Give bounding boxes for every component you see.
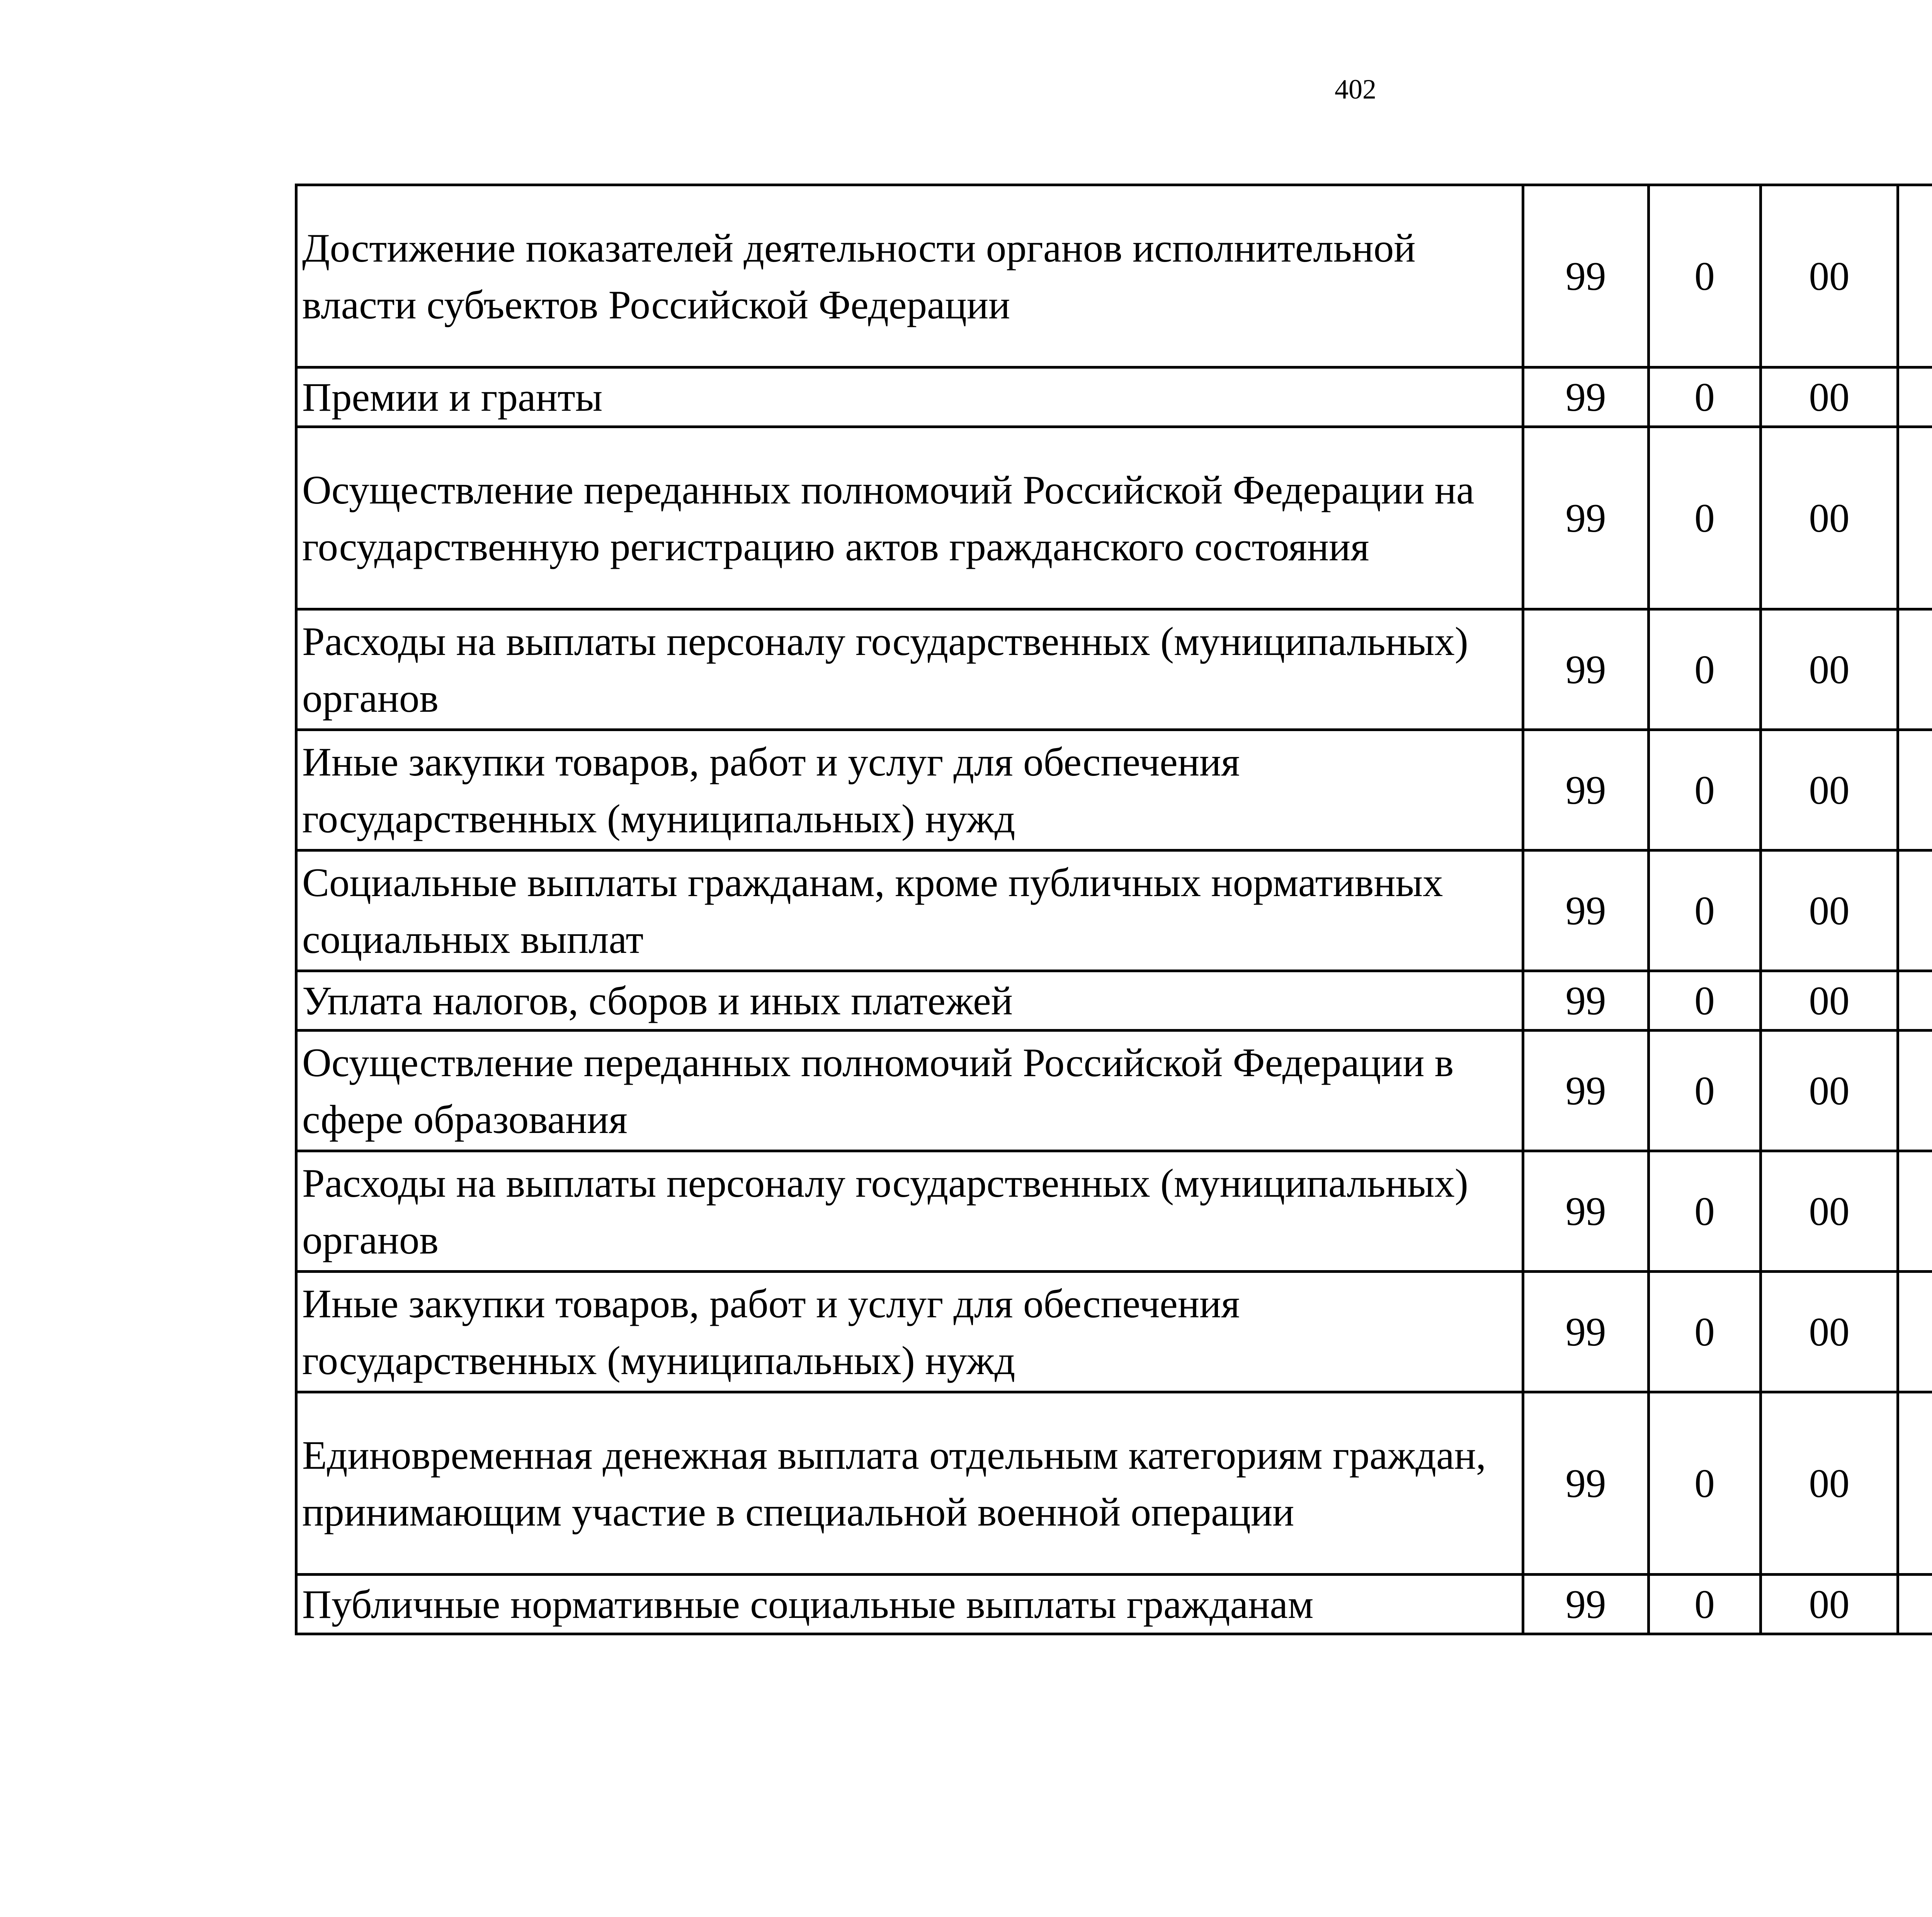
code-d <box>1898 730 1932 850</box>
code-b: 0 <box>1649 1392 1761 1575</box>
code-a: 99 <box>1523 1575 1649 1634</box>
code-b: 0 <box>1649 427 1761 609</box>
code-c: 00 <box>1761 185 1898 367</box>
code-b: 0 <box>1649 1272 1761 1392</box>
page-number: 402 <box>1335 74 1376 105</box>
code-a: 99 <box>1523 185 1649 367</box>
code-c: 00 <box>1761 427 1898 609</box>
code-c: 00 <box>1761 1031 1898 1151</box>
code-c: 00 <box>1761 1575 1898 1634</box>
row-name: Расходы на выплаты персоналу государственных (муниципальных) органов <box>296 609 1523 730</box>
code-c: 00 <box>1761 1392 1898 1575</box>
code-a: 99 <box>1523 1392 1649 1575</box>
code-d <box>1898 427 1932 609</box>
row-name: Достижение показателей деятельности органов исполнительной власти субъектов Российской Федерации <box>296 185 1523 367</box>
table-row <box>296 1031 1932 1151</box>
code-b: 0 <box>1649 609 1761 730</box>
table-row <box>296 1272 1932 1392</box>
row-name: Премии и гранты <box>296 367 1523 427</box>
code-d <box>1898 185 1932 367</box>
row-name: Осуществление переданных полномочий Российской Федерации на государственную регистрацию актов гражданского состояния <box>296 427 1523 609</box>
table-row <box>296 730 1932 850</box>
code-c: 00 <box>1761 971 1898 1031</box>
code-b: 0 <box>1649 367 1761 427</box>
code-b: 0 <box>1649 1031 1761 1151</box>
code-d <box>1898 850 1932 971</box>
row-name: Социальные выплаты гражданам, кроме публичных нормативных социальных выплат <box>296 850 1523 971</box>
code-a: 99 <box>1523 427 1649 609</box>
code-d <box>1898 1272 1932 1392</box>
code-d <box>1898 367 1932 427</box>
table-row <box>296 367 1932 427</box>
code-c: 00 <box>1761 1272 1898 1392</box>
code-c: 00 <box>1761 1151 1898 1272</box>
code-b: 0 <box>1649 850 1761 971</box>
code-d <box>1898 1031 1932 1151</box>
code-b: 0 <box>1649 971 1761 1031</box>
code-a: 99 <box>1523 367 1649 427</box>
row-name: Уплата налогов, сборов и иных платежей <box>296 971 1523 1031</box>
code-b: 0 <box>1649 1575 1761 1634</box>
code-b: 0 <box>1649 730 1761 850</box>
code-a: 99 <box>1523 609 1649 730</box>
row-name: Единовременная денежная выплата отдельным категориям граждан, принимающим участие в специальной военной операции <box>296 1392 1523 1575</box>
row-name: Иные закупки товаров, работ и услуг для обеспечения государственных (муниципальных) нужд <box>296 1272 1523 1392</box>
code-a: 99 <box>1523 971 1649 1031</box>
code-c: 00 <box>1761 730 1898 850</box>
row-name: Осуществление переданных полномочий Российской Федерации в сфере образования <box>296 1031 1523 1151</box>
table-row <box>296 971 1932 1031</box>
code-d <box>1898 1151 1932 1272</box>
table-row <box>296 1151 1932 1272</box>
table-row <box>296 850 1932 971</box>
code-d <box>1898 1575 1932 1634</box>
code-a: 99 <box>1523 1272 1649 1392</box>
code-a: 99 <box>1523 730 1649 850</box>
row-name: Иные закупки товаров, работ и услуг для обеспечения государственных (муниципальных) нужд <box>296 730 1523 850</box>
table-row <box>296 1575 1932 1634</box>
table-row <box>296 427 1932 609</box>
code-c: 00 <box>1761 850 1898 971</box>
code-d <box>1898 971 1932 1031</box>
table-row <box>296 1392 1932 1575</box>
code-a: 99 <box>1523 850 1649 971</box>
code-b: 0 <box>1649 185 1761 367</box>
table-row <box>296 609 1932 730</box>
table-row <box>296 185 1932 367</box>
code-b: 0 <box>1649 1151 1761 1272</box>
code-a: 99 <box>1523 1031 1649 1151</box>
code-d <box>1898 1392 1932 1575</box>
code-d <box>1898 609 1932 730</box>
code-c: 00 <box>1761 367 1898 427</box>
code-c: 00 <box>1761 609 1898 730</box>
row-name: Расходы на выплаты персоналу государственных (муниципальных) органов <box>296 1151 1523 1272</box>
budget-table <box>295 184 1932 1635</box>
row-name: Публичные нормативные социальные выплаты гражданам <box>296 1575 1523 1634</box>
code-a: 99 <box>1523 1151 1649 1272</box>
